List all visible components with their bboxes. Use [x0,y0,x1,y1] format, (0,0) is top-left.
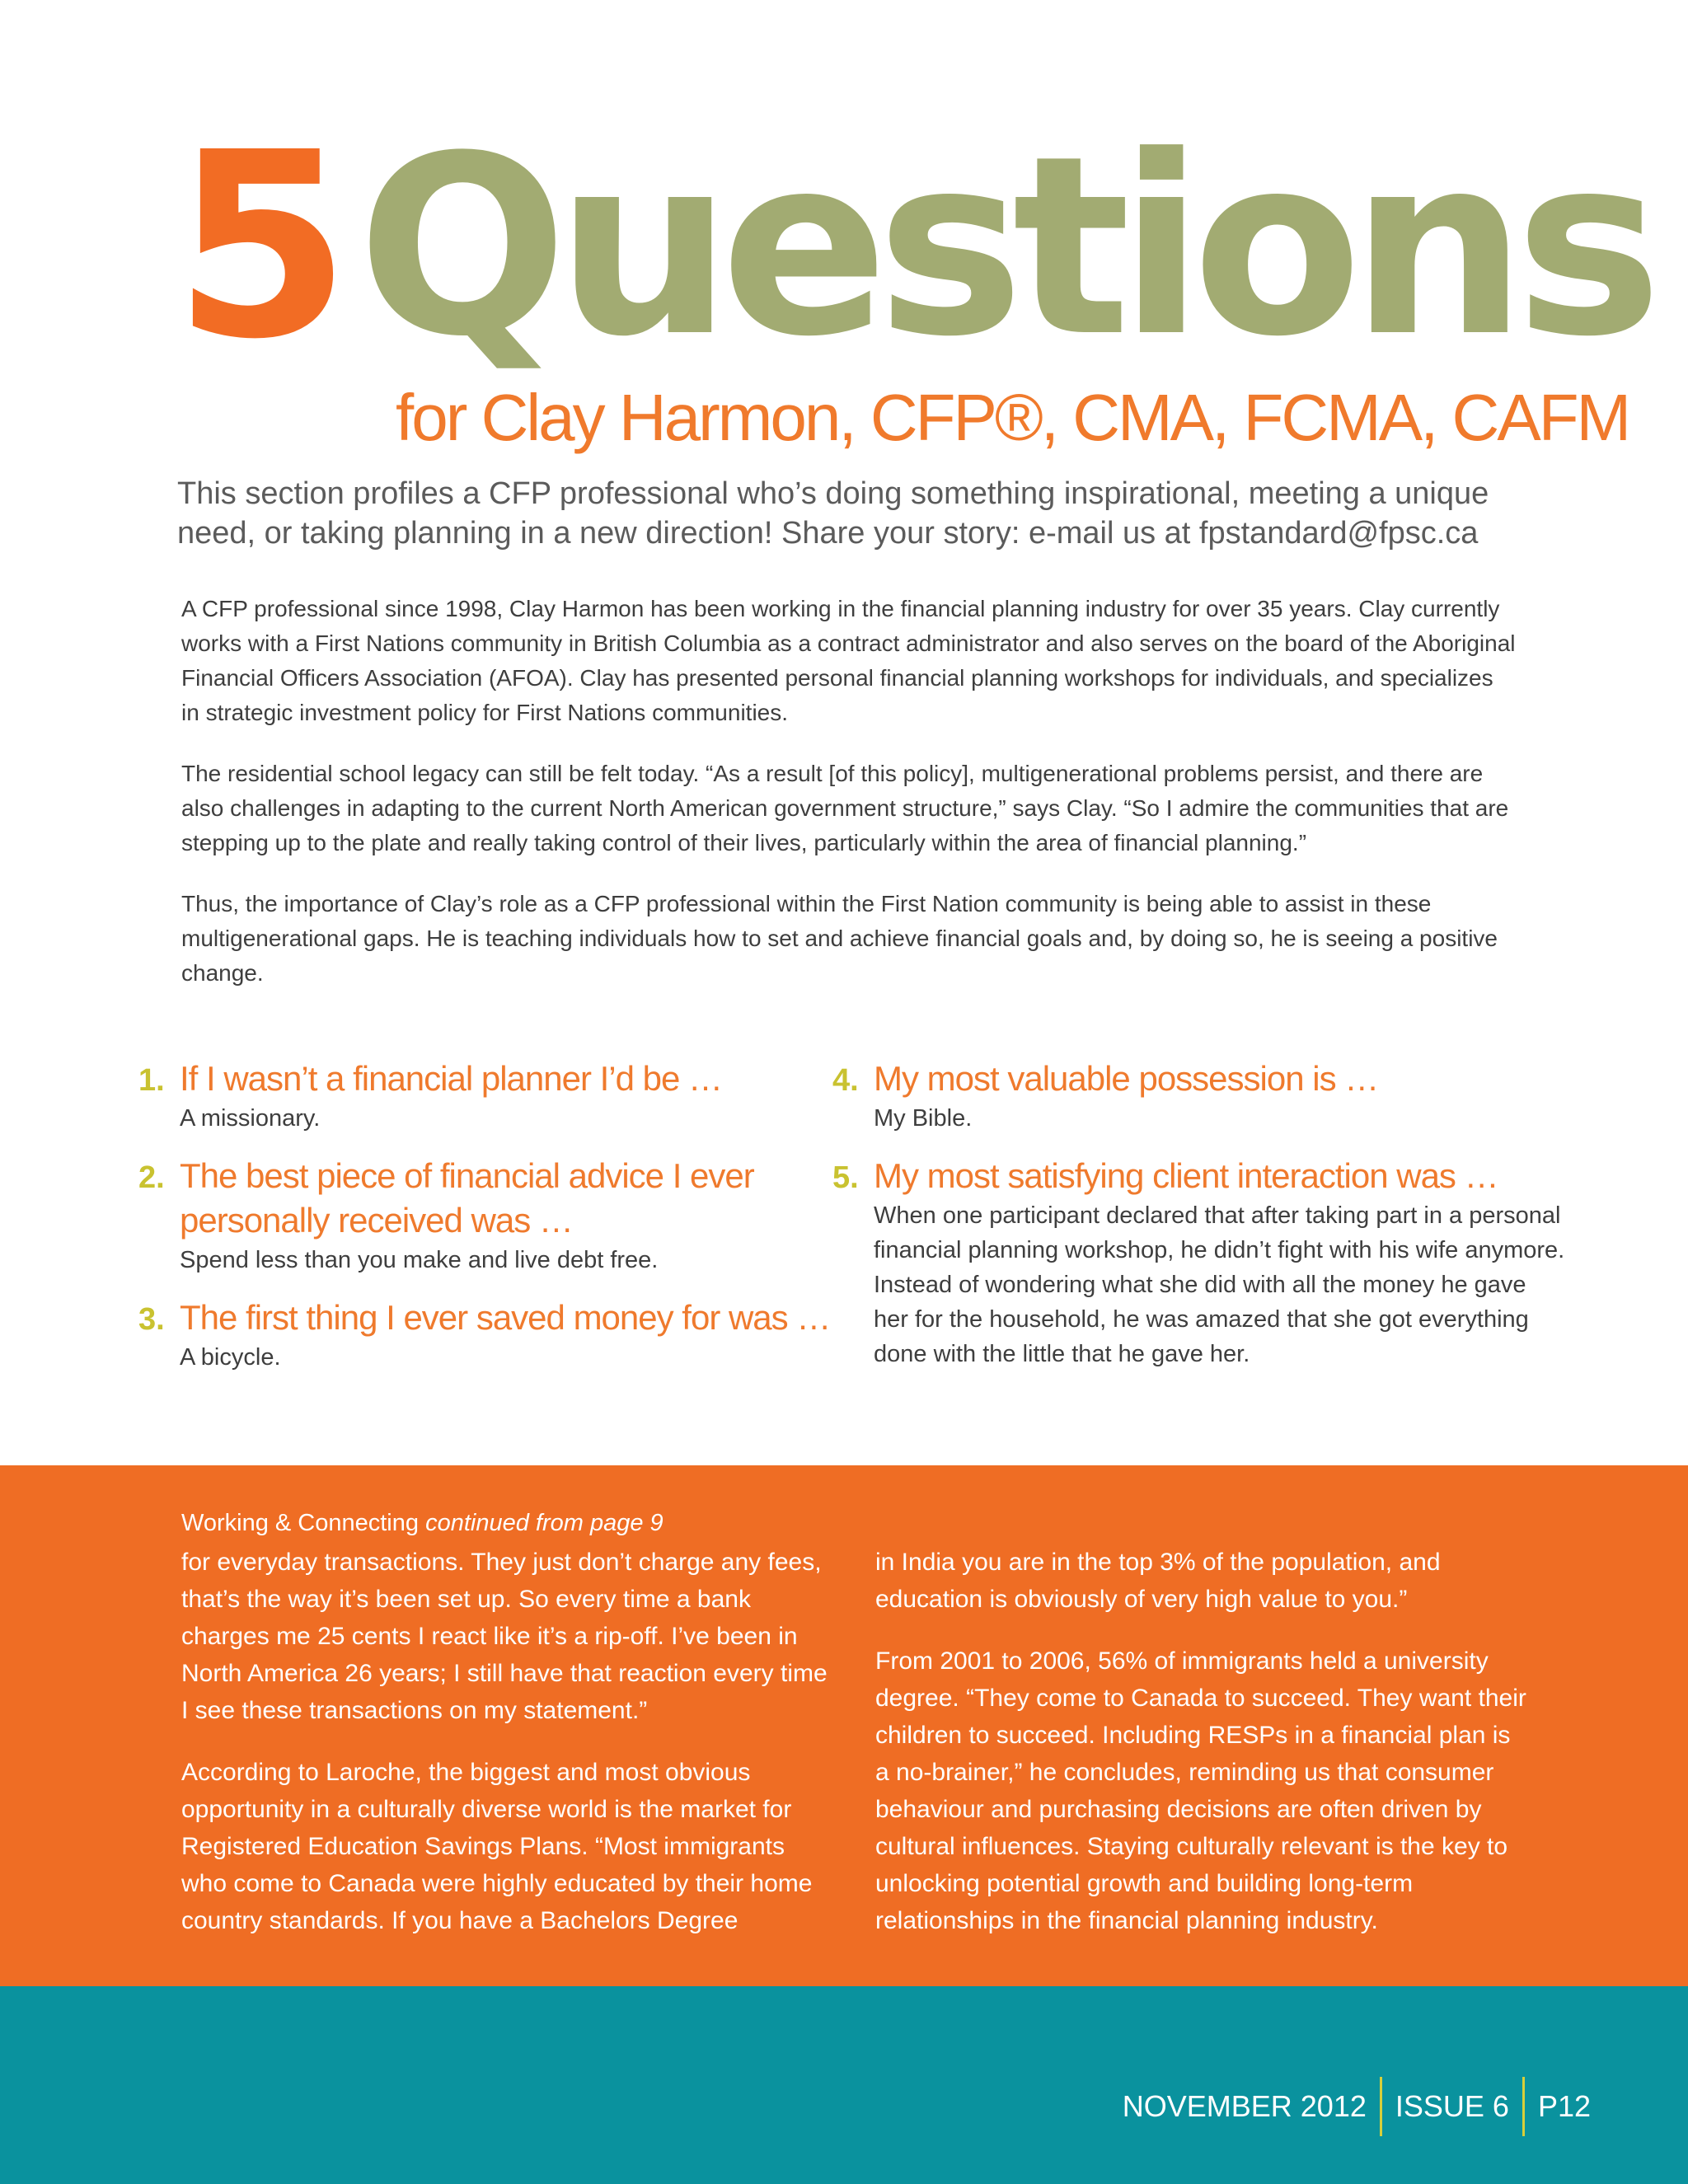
folio-divider [1522,2077,1525,2136]
question-text: If I wasn’t a financial planner I’d be … [180,1059,723,1098]
article-body [181,592,1517,1017]
continued-title: Working & Connecting [181,1510,420,1536]
answer-text: Spend less than you make and live debt free. [180,1247,659,1273]
intro-text: This section profiles a CFP professional who’s doing something inspirational, meeting a unique need, or taking planning in a new direction! Share your story: e-mail us at fpstandard@fpsc.ca [177,476,1489,551]
continued-column-right [875,1544,1526,1964]
continued-section [0,1465,1688,1986]
answer-text: When one participant declared that after taking part in a personal financial planning workshop, he didn’t fight with his wife anymore. Instead of wondering what she did with all the money he gave her for the household, he was amazed that she got everything done with the little that he gave her. [874,1202,1565,1367]
qa-column-left [138,1057,847,1393]
continued-paragraph: in India you are in the top 3% of the population, and education is obviously of very high value to you.” [875,1549,1441,1613]
question-text: The best piece of financial advice I ever personally received was … [180,1156,754,1240]
issue-number: ISSUE 6 [1395,2089,1509,2123]
question-number: 2. [138,1160,165,1195]
continued-from-note: continued from page 9 [425,1510,663,1536]
answer-text: My Bible. [874,1105,973,1132]
continued-column-left [181,1544,832,1964]
question-number: 5. [832,1160,859,1195]
qa-column-right [832,1057,1566,1390]
body-paragraph: The residential school legacy can still be felt today. “As a result [of this policy], multigenerational problems persist, and there are also challenges in adapting to the current North American government structure,” says Clay. “So I admire the communities that are stepping up to the plate and really taking control of their lives, particularly within the area of financial planning.” [181,761,1509,855]
continued-paragraph: for everyday transactions. They just don’t charge any fees, that’s the way it’s been set up. So every time a bank charges me 25 cents I react like it’s a rip-off. I’ve been in North America 26 years; I still have that reaction every time I see these transactions on my statement.” [181,1549,828,1724]
question-number: 3. [138,1302,165,1337]
issue-date: NOVEMBER 2012 [1122,2089,1367,2123]
continued-paragraph: From 2001 to 2006, 56% of immigrants held a university degree. “They come to Canada to succeed. They want their children to succeed. Including RESPs in a financial plan is a no-brainer,” he concludes, reminding us that consumer behaviour and purchasing decisions are often driven by cultural influences. Staying culturally relevant is the key to unlocking potential growth and building long-term relationships in the financial planning industry. [875,1647,1526,1934]
qa-item [138,1154,847,1277]
page-number: P12 [1537,2089,1591,2123]
question-number: 1. [138,1063,165,1098]
qa-item [138,1057,847,1136]
page-subtitle: for Clay Harmon, CFP®, CMA, FCMA, CAFM [396,381,1629,454]
continued-heading [181,1507,663,1540]
answer-text: A missionary. [180,1105,321,1132]
qa-item [832,1057,1566,1136]
answer-text: A bicycle. [180,1344,281,1371]
question-text: The first thing I ever saved money for was … [180,1298,831,1337]
question-text: My most satisfying client interaction was … [874,1156,1498,1195]
page-title [173,98,1651,396]
question-text: My most valuable possession is … [874,1059,1379,1098]
body-paragraph: Thus, the importance of Clay’s role as a CFP professional within the First Nation community is being able to assist in these multigenerational gaps. He is teaching individuals how to set and achieve financial goals and, by doing so, he is seeing a positive change. [181,891,1498,986]
question-number: 4. [832,1063,859,1098]
title-word: Questions [357,103,1651,391]
page-footer [0,1986,1688,2184]
body-paragraph: A CFP professional since 1998, Clay Harmon has been working in the financial planning industry for over 35 years. Clay currently works with a First Nations community in British Columbia as a contract administrator and also serves on the board of the Aboriginal Financial Officers Association (AFOA). Clay has presented personal financial planning workshops for individuals, and specializes in strategic investment policy for First Nations communities. [181,596,1516,725]
qa-item [832,1154,1566,1371]
continued-paragraph: According to Laroche, the biggest and most obvious opportunity in a culturally diverse world is the market for Registered Education Savings Plans. “Most immigrants who come to Canada were highly educated by their home country standards. If you have a Bachelors Degree [181,1759,813,1934]
folio [1123,2077,1591,2136]
folio-divider [1380,2077,1382,2136]
title-number: 5 [173,98,343,396]
qa-item [138,1296,847,1375]
